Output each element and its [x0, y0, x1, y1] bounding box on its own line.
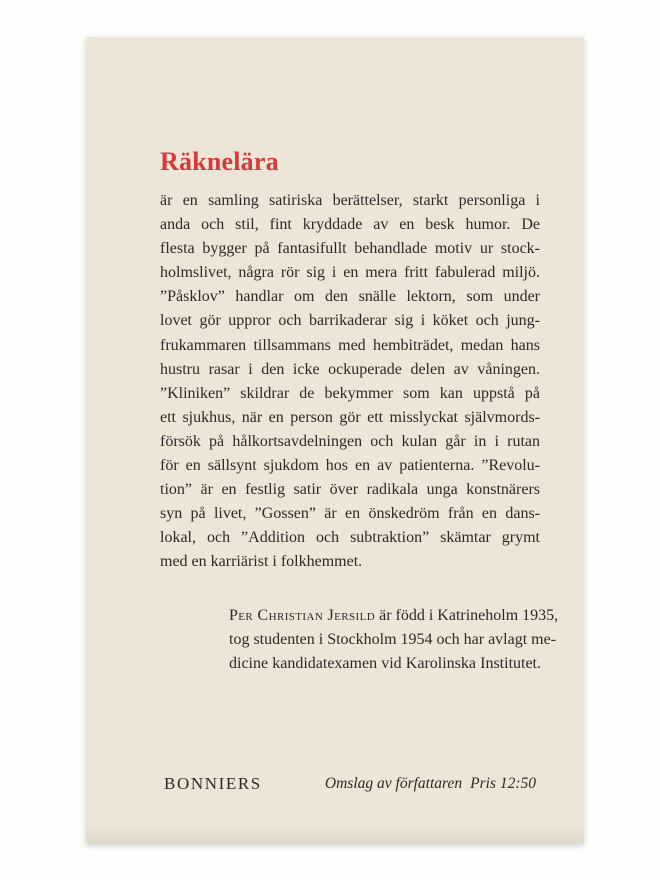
blurb-line: ”Kliniken” skildrar de bekymmer som kan uppstå på — [160, 384, 540, 402]
blurb-line: anda och stil, fint kryddade av en besk humor. De — [160, 216, 540, 234]
publisher-name: BONNIERS — [164, 774, 262, 793]
author-bio-line: dicine kandidatexamen vid Karolinska Institutet. — [229, 655, 541, 672]
blurb-line: hustru rasar i den icke ockuperade delen av våningen. — [160, 360, 540, 378]
blurb-line: lovet gör uppror och barrikaderar sig i köket och jung- — [160, 312, 540, 330]
blurb-line: med en karriärist i folkhemmet. — [160, 553, 363, 571]
author-bio — [229, 604, 559, 676]
blurb-line: är en samling satiriska berättelser, starkt personliga i — [160, 192, 540, 209]
author-bio-line: tog studenten i Stockholm 1954 och har avlagt me- — [229, 631, 557, 648]
blurb-line: syn på livet, ”Gossen” är en önskedröm från en dans- — [160, 505, 540, 523]
book-back-cover — [86, 37, 584, 844]
cover-credit: Omslag av författaren — [324, 775, 463, 792]
blurb-text — [160, 189, 540, 575]
blurb-line: flesta bygger på fantasifullt behandlade motiv ur stock- — [160, 240, 540, 258]
blurb-line: för en sällsynt sjukdom hos en av patienterna. ”Revolu- — [160, 457, 540, 475]
author-name: Per Christian Jersild — [229, 607, 376, 624]
author-bio-line — [229, 604, 559, 628]
cover-footer — [325, 775, 536, 793]
blurb-line: försök på hålkortsavdelningen och kulan går in i rutan — [160, 432, 540, 450]
book-title: Räknelära — [160, 147, 279, 176]
blurb-line: lokal, och ”Addition och subtraktion” skämtar grymt — [160, 529, 540, 547]
blurb-line: frukammaren tillsammans med hembiträdet, medan hans — [160, 336, 540, 354]
author-bio-text: är född i Katrineholm 1935, — [379, 607, 559, 624]
blurb-line: tion” är en festlig satir över radikala unga konstnärers — [160, 481, 540, 499]
blurb-line: ett sjukhus, när en person gör ett misslyckat självmords- — [160, 408, 540, 426]
price-label: Pris 12:50 — [470, 775, 536, 792]
blurb-line: ”Påsklov” handlar om den snälle lektorn, som under — [160, 288, 540, 306]
blurb-line: holmslivet, några rör sig i en mera fritt fabulerad miljö. — [160, 264, 540, 282]
